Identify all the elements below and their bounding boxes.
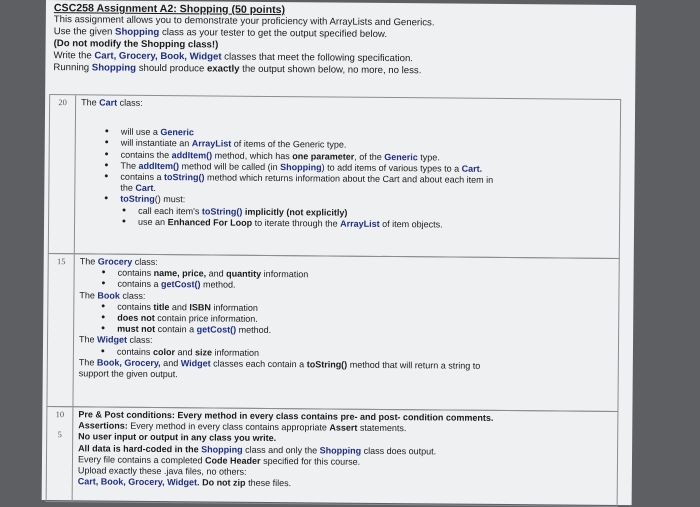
widget-heading: The Widget class: <box>78 334 153 346</box>
class-name: Cart <box>99 97 118 108</box>
points-value: 10 <box>55 410 65 420</box>
intro-line <box>53 62 434 77</box>
intro-text: should produce <box>136 62 208 75</box>
list-item: • call each item's toString() implicitly (not explicitly) <box>138 205 615 220</box>
tostring-summary: The Book, Grocery, and Widget classes each contain a toString() method that will return a string to <box>78 357 481 371</box>
tostring-summary-cont: support the given output. <box>78 368 178 380</box>
no-io-line: No user input or output in any class you write. <box>78 431 277 444</box>
points-label <box>47 407 74 501</box>
book-list <box>117 301 614 339</box>
points-label: 20 <box>49 95 76 253</box>
upload-line: Upload exactly these .java files, no others: <box>77 465 247 477</box>
item-classes-cell <box>79 256 615 384</box>
intro-bold-text: Shopping <box>115 26 160 38</box>
intro-text: Running <box>53 62 92 74</box>
list-item: • will use a Generic <box>121 127 616 143</box>
intro-text: classes that meet the following specification. <box>221 51 414 65</box>
code-header-line: Every file contains a completed Code Header specified for this course. <box>77 454 361 467</box>
list-item: • contains name, price, and quantity information <box>118 268 615 284</box>
list-item: • toString() must: <box>120 194 615 210</box>
list-item: • will instantiate an ArrayList of items of the Generic type. <box>121 138 616 154</box>
cart-requirements-cell <box>80 97 616 232</box>
intro-text: the output shown below, no more, no less. <box>239 63 422 77</box>
list-item: • contains the addItem() method, which has one parameter, of the Generic type. <box>121 149 616 165</box>
grocery-list <box>117 268 614 295</box>
intro-text: class as your tester to get the output specified below. <box>159 26 388 40</box>
hardcoded-line: All data is hard-coded in the Shopping class and only the Shopping class does output. <box>78 442 437 457</box>
conditions-cell <box>78 409 614 492</box>
cart-requirements-row <box>48 94 621 259</box>
assertions-line: Assertions: Every method in every class contains appropriate Assert statements. <box>78 420 407 434</box>
tostring-sub-list <box>138 205 615 232</box>
list-item: • contains color and size information <box>117 346 614 362</box>
pre-post-line: Pre & Post conditions: Every method in every class contains pre- and post- condition comments. <box>78 409 494 423</box>
intro-bold-text: exactly <box>206 63 240 75</box>
heading-text: The <box>81 97 100 108</box>
points-value: 5 <box>57 430 62 440</box>
list-item: • The addItem() method will be called (in Shopping) to add items of various types to a Cart. <box>121 160 616 176</box>
points-label: 15 <box>47 254 74 406</box>
intro-text: Use the given <box>53 26 116 38</box>
intro-bold-text: Shopping <box>91 62 137 74</box>
cart-bullet-list <box>120 127 616 210</box>
conditions-row <box>46 406 619 507</box>
cart-heading <box>81 97 616 113</box>
item-classes-row <box>46 253 619 412</box>
intro-text: (Do not modify the Shopping class!) <box>53 38 219 51</box>
book-heading: The Book class: <box>79 289 146 301</box>
grocery-heading: The Grocery class: <box>79 256 158 267</box>
intro-text: This assignment allows you to demonstrate your proficiency with ArrayLists and Generics. <box>53 14 435 29</box>
heading-text: class: <box>117 97 143 108</box>
list-item: • does not contain price information. <box>117 313 614 329</box>
intro-text: Write the <box>53 50 95 62</box>
list-item: • use an Enhanced For Loop to iterate through the ArrayList of item objects. <box>138 217 615 232</box>
list-item: • must not contain a getCost() method. <box>117 324 614 340</box>
files-line: Cart, Book, Grocery, Widget. Do not zip these files. <box>77 476 292 489</box>
assignment-intro <box>53 2 434 77</box>
assignment-title: CSC258 Assignment A2: Shopping (50 points) <box>53 2 286 17</box>
assignment-page <box>42 0 636 505</box>
intro-bold-text: Cart, Grocery, Book, Widget <box>94 50 222 63</box>
list-item: • contains a toString() method which returns information about the Cart and about each item in the Cart. <box>120 172 615 199</box>
list-item: • contains title and ISBN information <box>117 301 614 317</box>
list-item: • contains a getCost() method. <box>117 279 614 295</box>
